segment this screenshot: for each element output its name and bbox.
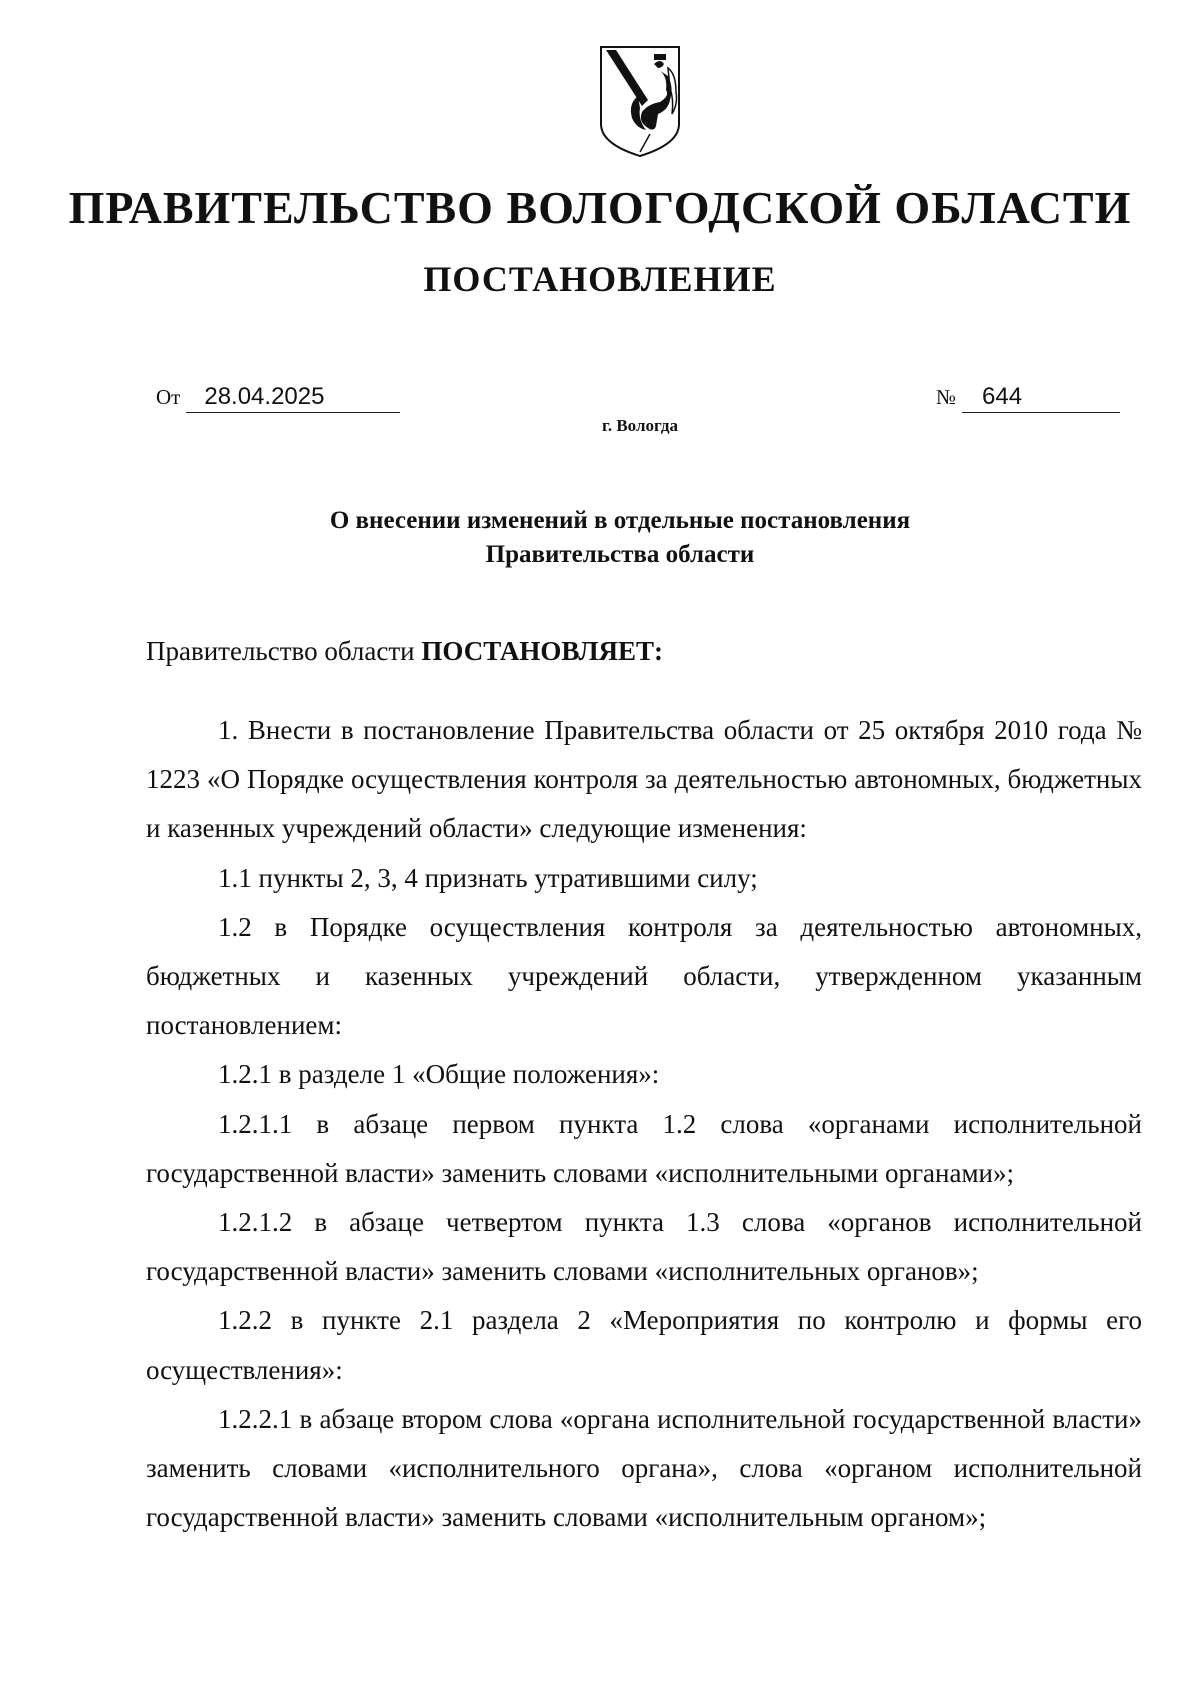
paragraph-1: 1. Внести в постановление Правительства области от 25 октября 2010 года № 1223 «О Порядке осуществления контроля за деятельностью автономных, бюджетных и казенных учреждений области» следующие изменения:: [146, 715, 1142, 844]
city-label: г. Вологда: [602, 416, 678, 435]
document-number: 644: [962, 382, 1120, 413]
government-title: ПРАВИТЕЛЬСТВО ВОЛОГОДСКОЙ ОБЛАСТИ: [68, 182, 1132, 233]
preamble-verb: ПОСТАНОВЛЯЕТ:: [421, 636, 663, 666]
document-body: [146, 706, 1142, 1542]
paragraph-1-2-2-1: 1.2.2.1 в абзаце втором слова «органа исполнительной государственной власти» заменить словами «исполнительного органа», слова «органом исполнительной государственной власти» заменить словами «исполнительным органом»;: [146, 1403, 1142, 1533]
subject-line-1: О внесении изменений в отдельные постановления: [329, 507, 911, 534]
preamble: [146, 631, 663, 671]
paragraph-1-1: 1.1 пункты 2, 3, 4 признать утратившими силу;: [218, 862, 758, 893]
paragraph-1-2: 1.2 в Порядке осуществления контроля за деятельностью автономных, бюджетных и казенных учреждений области, утвержденном указанным постановлением:: [146, 911, 1142, 1041]
paragraph-1-2-1: 1.2.1 в разделе 1 «Общие положения»:: [218, 1059, 660, 1090]
subject-line-2: Правительства области: [485, 541, 755, 568]
document-type: ПОСТАНОВЛЕНИЕ: [423, 259, 777, 299]
number-prefix: №: [936, 385, 957, 409]
date-line: [156, 382, 400, 413]
document-date: 28.04.2025: [186, 382, 400, 413]
vologda-coat-of-arms-icon: [598, 44, 682, 160]
preamble-lead: Правительство области: [146, 636, 415, 666]
paragraph-1-2-1-1: 1.2.1.1 в абзаце первом пункта 1.2 слова «органами исполнительной государственной власти» заменить словами «исполнительными органами»;: [146, 1108, 1142, 1188]
paragraph-1-2-1-2: 1.2.1.2 в абзаце четвертом пункта 1.3 слова «органов исполнительной государственной власти» заменить словами «исполнительных органов»;: [146, 1207, 1142, 1287]
date-prefix: От: [156, 385, 181, 409]
paragraph-1-2-2: 1.2.2 в пункте 2.1 раздела 2 «Мероприятия по контролю и формы его осуществления»:: [146, 1305, 1142, 1385]
number-line: [936, 382, 1120, 413]
document-subject: [0, 504, 1200, 572]
